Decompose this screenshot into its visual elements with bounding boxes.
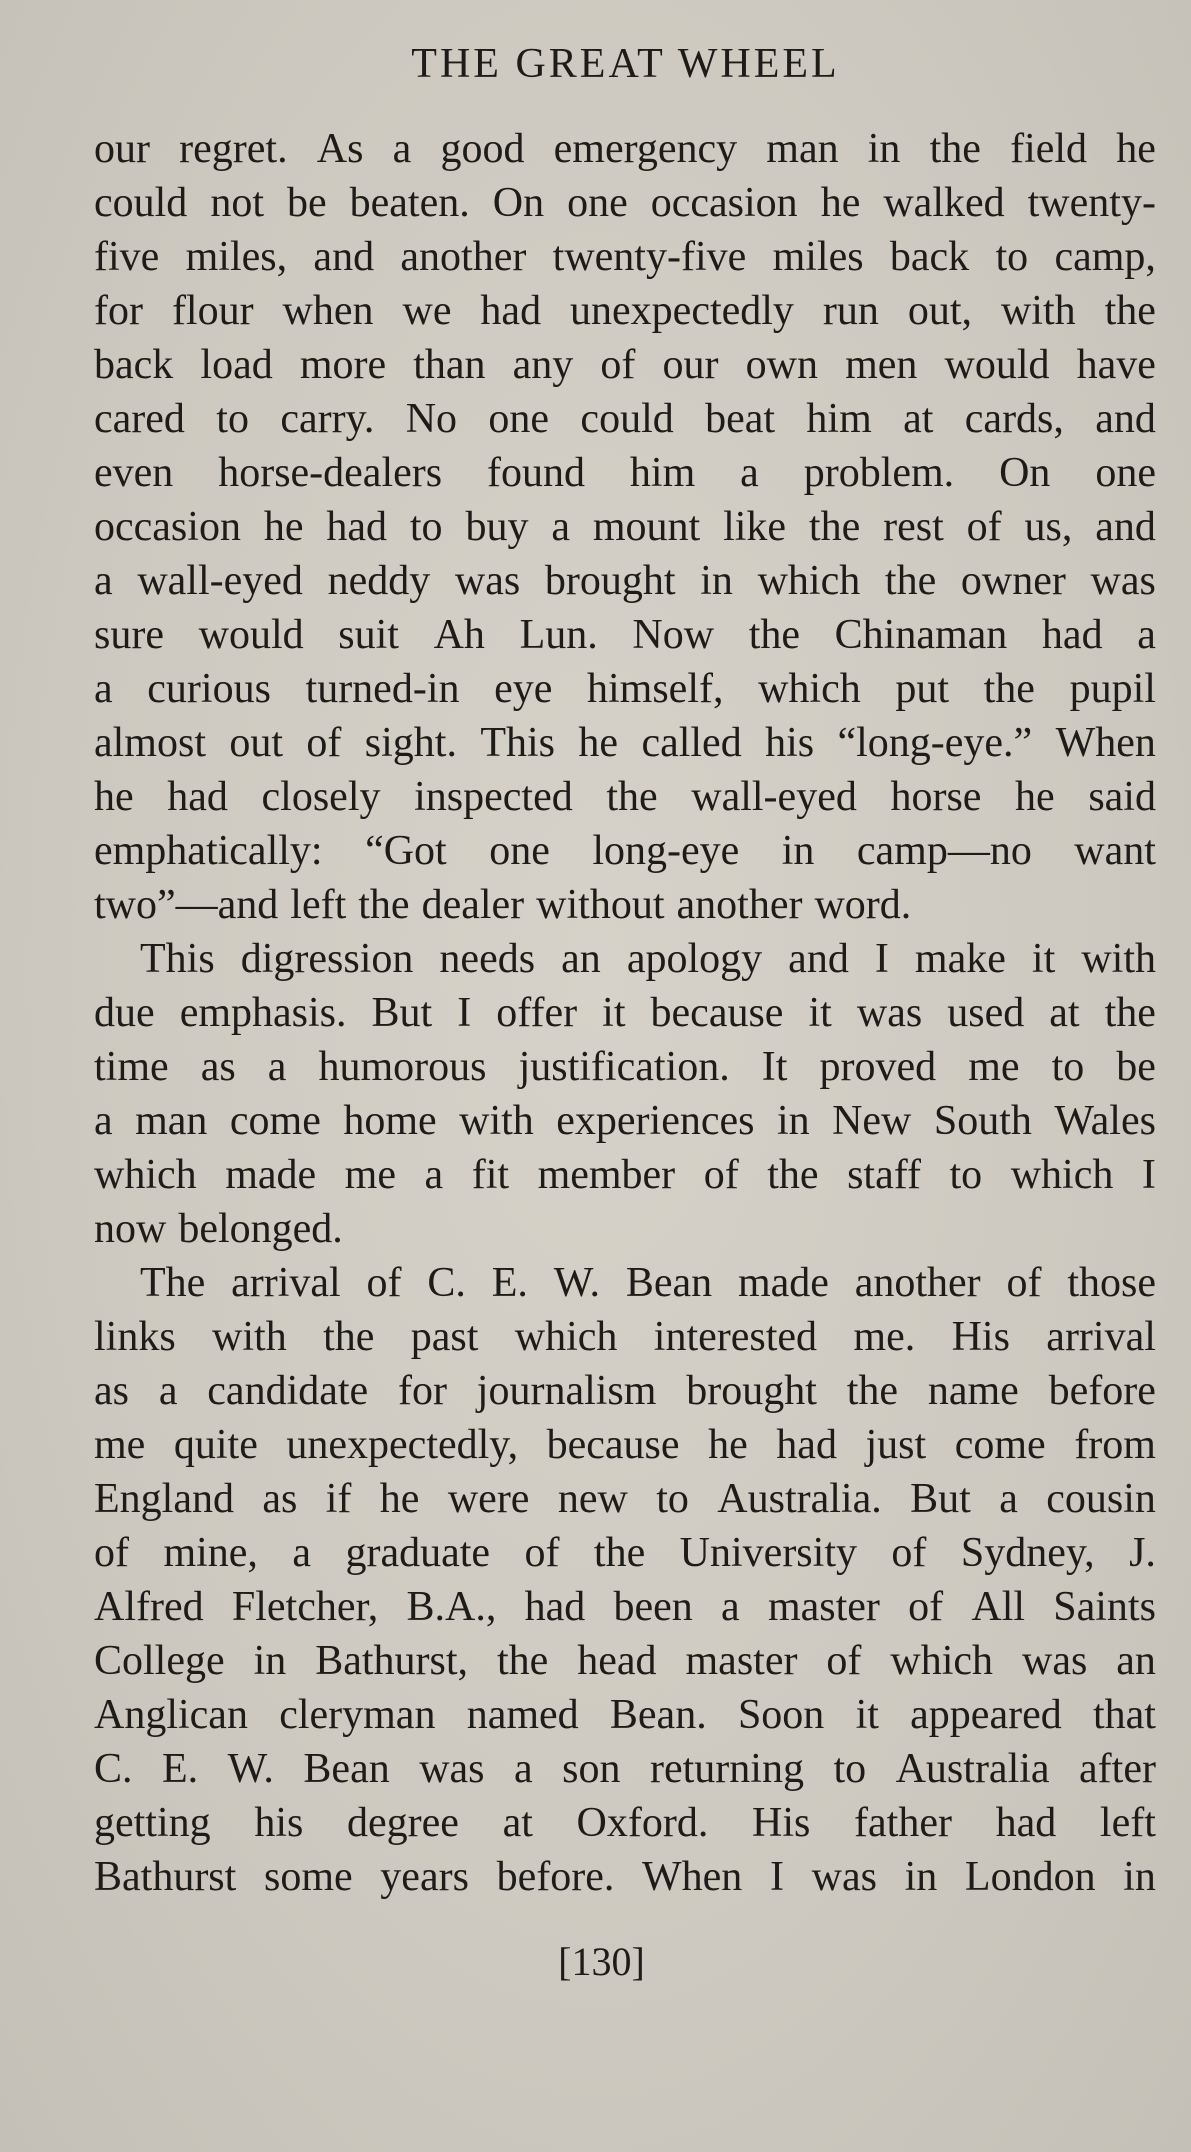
page-number: [130]	[558, 1939, 645, 1984]
text-line: as a candidate for journalism brought the name before	[94, 1368, 1156, 1414]
text-line: Alfred Fletcher, B.A., had been a master of All Saints	[94, 1584, 1156, 1630]
text-line: me quite unexpectedly, because he had just come from	[94, 1422, 1156, 1468]
text-line: England as if he were new to Australia. But a cousin	[94, 1476, 1156, 1522]
text-line: he had closely inspected the wall-eyed horse he said	[94, 774, 1156, 820]
text-line: our regret. As a good emergency man in the field he	[94, 126, 1156, 172]
text-line: C. E. W. Bean was a son returning to Australia after	[94, 1746, 1156, 1792]
text-line: cared to carry. No one could beat him at cards, and	[94, 396, 1156, 442]
running-header: THE GREAT WHEEL	[411, 41, 840, 87]
text-line: a wall-eyed neddy was brought in which the owner was	[94, 558, 1156, 604]
text-line: could not be beaten. On one occasion he walked twenty-	[94, 180, 1156, 226]
text-line: for flour when we had unexpectedly run out, with the	[94, 288, 1156, 334]
text-line: time as a humorous justification. It proved me to be	[94, 1044, 1156, 1090]
text-line: The arrival of C. E. W. Bean made another of those	[140, 1260, 1156, 1306]
text-line: a curious turned-in eye himself, which put the pupil	[94, 666, 1156, 712]
text-line: links with the past which interested me. His arrival	[94, 1314, 1156, 1360]
text-line: almost out of sight. This he called his “long-eye.” When	[94, 720, 1156, 766]
text-line: now belonged.	[94, 1206, 343, 1252]
text-line: Bathurst some years before. When I was in London in	[94, 1854, 1156, 1900]
text-line: a man come home with experiences in New South Wales	[94, 1098, 1156, 1144]
text-line: occasion he had to buy a mount like the rest of us, and	[94, 504, 1156, 550]
text-line: emphatically: “Got one long-eye in camp—no want	[94, 828, 1156, 874]
text-line: of mine, a graduate of the University of Sydney, J.	[94, 1530, 1156, 1576]
text-line: which made me a fit member of the staff to which I	[94, 1152, 1156, 1198]
text-line: College in Bathurst, the head master of which was an	[94, 1638, 1156, 1684]
text-line: Anglican cleryman named Bean. Soon it appeared that	[94, 1692, 1156, 1738]
text-line: getting his degree at Oxford. His father had left	[94, 1800, 1156, 1846]
text-line: even horse-dealers found him a problem. On one	[94, 450, 1156, 496]
text-line: due emphasis. But I offer it because it was used at the	[94, 990, 1156, 1036]
text-line: This digression needs an apology and I make it with	[140, 936, 1156, 982]
text-line: back load more than any of our own men would have	[94, 342, 1156, 388]
text-line: five miles, and another twenty-five miles back to camp,	[94, 234, 1156, 280]
text-line: sure would suit Ah Lun. Now the Chinaman had a	[94, 612, 1156, 658]
text-line: two”—and left the dealer without another word.	[94, 882, 912, 928]
body-text	[94, 122, 1156, 1904]
